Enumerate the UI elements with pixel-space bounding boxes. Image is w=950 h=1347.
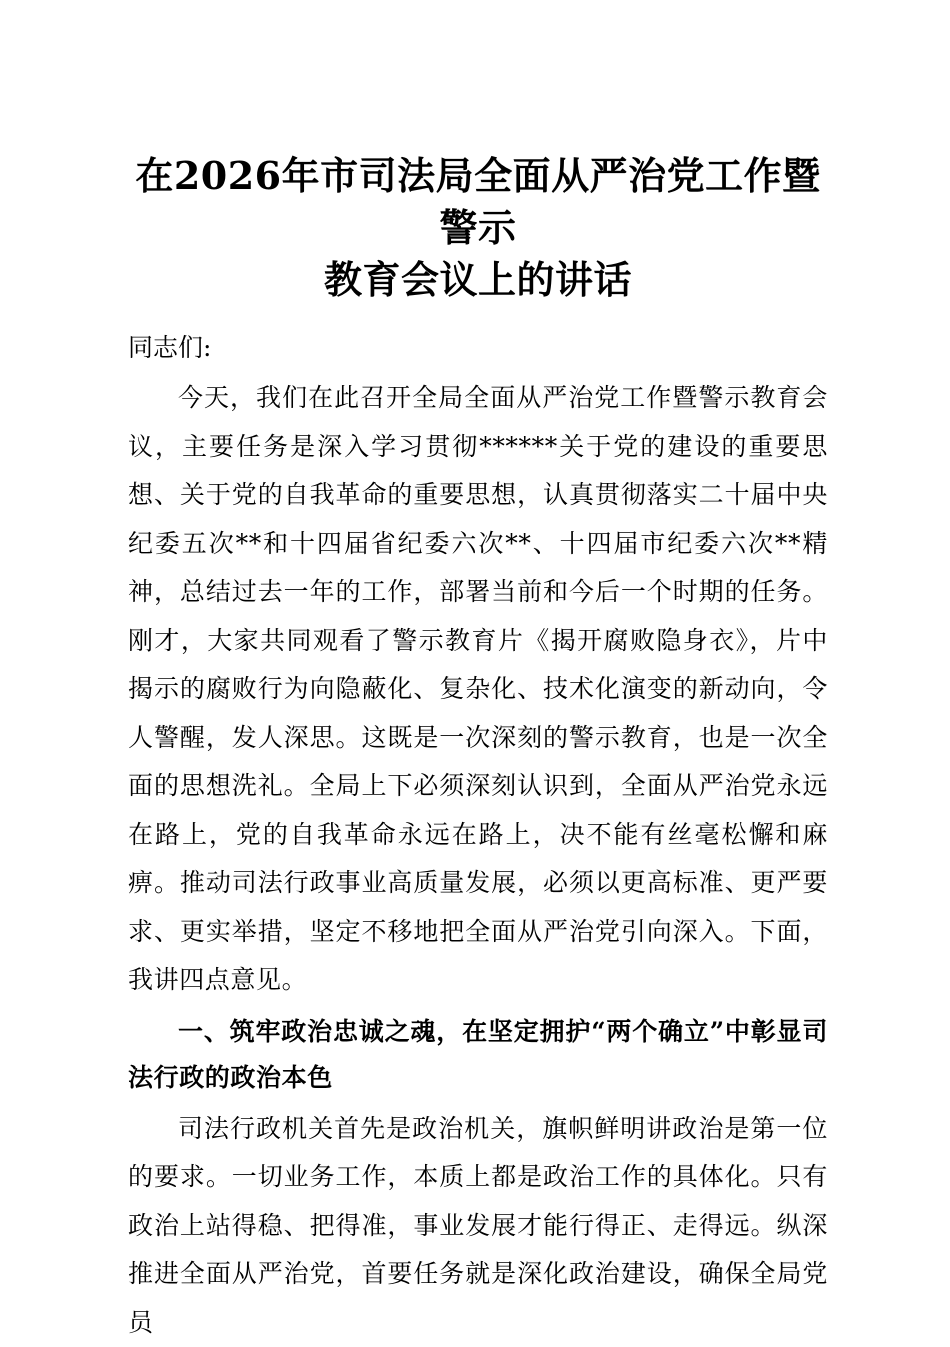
section-1-paragraph: 司法行政机关首先是政治机关，旗帜鲜明讲政治是第一位的要求。一切业务工作，本质上都是政治工作的具体化。只有政治上站得稳、把得准，事业发展才能行得正、走得远。纵深推进全面从严治党，首要任务就是深化政治建设，确保全局党员 [128,1105,828,1347]
document-page [128,150,828,1347]
title-line-1: 在2026年市司法局全面从严治党工作暨警示 [128,150,828,254]
salutation: 同志们: [128,328,828,368]
intro-paragraph: 今天，我们在此召开全局全面从严治党工作暨警示教育会议，主要任务是深入学习贯彻******关于党的建设的重要思想、关于党的自我革命的重要思想，认真贯彻落实二十届中央纪委五次**和十四届省纪委六次**、十四届市纪委六次**精神，总结过去一年的工作，部署当前和今后一个时期的任务。刚才，大家共同观看了警示教育片《揭开腐败隐身衣》，片中揭示的腐败行为向隐蔽化、复杂化、技术化演变的新动向，令人警醒，发人深思。这既是一次深刻的警示教育，也是一次全面的思想洗礼。全局上下必须深刻认识到，全面从严治党永远在路上，党的自我革命永远在路上，决不能有丝毫松懈和麻痹。推动司法行政事业高质量发展，必须以更高标准、更严要求、更实举措，坚定不移地把全面从严治党引向深入。下面，我讲四点意见。 [128,374,828,1005]
section-1-heading: 一、筑牢政治忠诚之魂，在坚定拥护“两个确立”中彰显司法行政的政治本色 [128,1009,828,1101]
title-line-2: 教育会议上的讲话 [128,254,828,306]
document-title [128,150,828,306]
